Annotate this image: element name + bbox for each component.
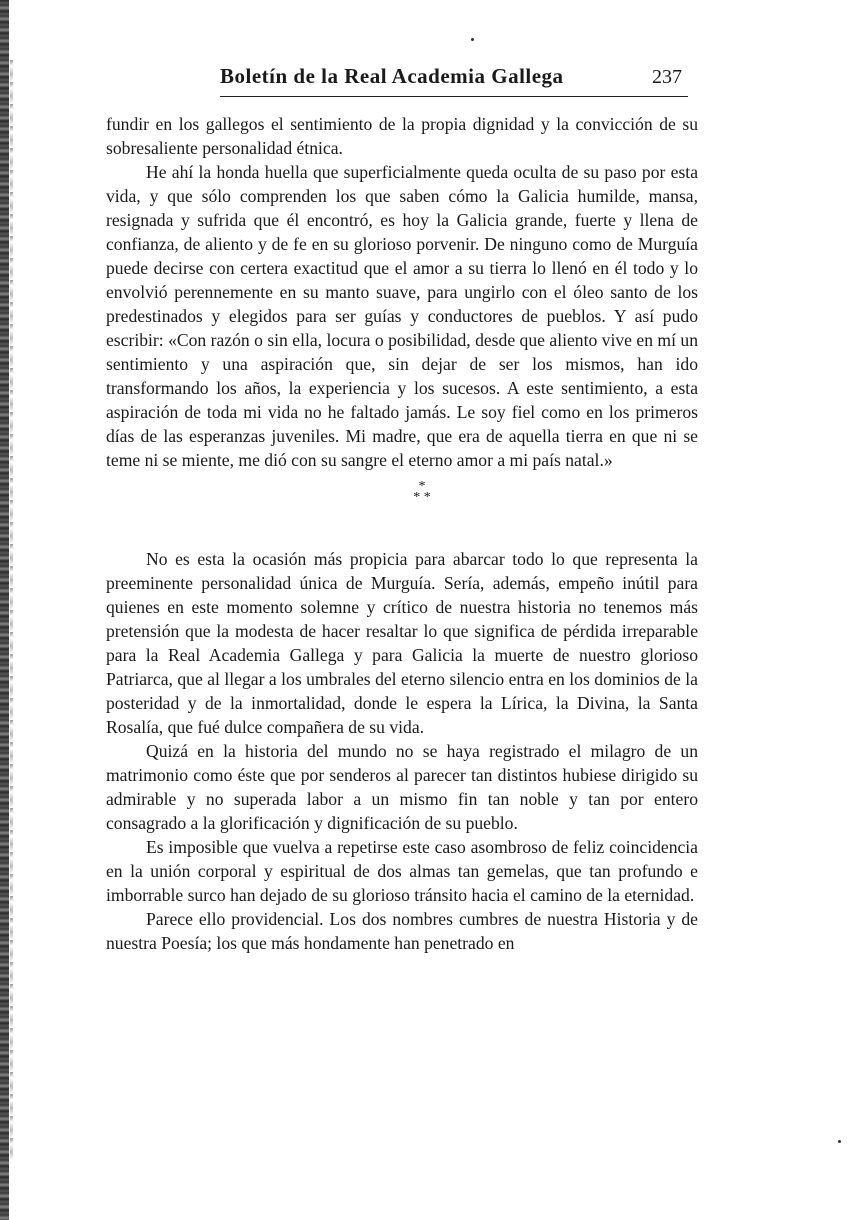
paragraph: Parece ello providencial. Los dos nombres cumbres de nuestra Historia y de nuestra Poesía; los que más hondamente han penetrado en — [106, 909, 698, 953]
print-speck — [471, 38, 474, 41]
page-header — [220, 62, 688, 97]
page-binding-shadow — [10, 60, 13, 1160]
paragraph: Quizá en la historia del mundo no se haya registrado el milagro de un matrimonio como éste que por senderos al parecer tan distintos hubiese dirigido su admirable y no superada labor a un mismo fin tan noble y tan por entero consagrado a la glorificación y dignificación de su pueblo. — [106, 741, 698, 833]
paragraph: Es imposible que vuelva a repetirse este caso asombroso de feliz coincidencia en la unión corporal y espiritual de dos almas tan gemelas, que tan profundo e imborrable surco han dejado de su glorioso tránsito hacia el camino de la eternidad. — [106, 837, 698, 905]
paragraph: fundir en los gallegos el sentimiento de la propia dignidad y la convicción de su sobresaliente personalidad étnica. — [106, 114, 698, 158]
paragraph: No es esta la ocasión más propicia para abarcar todo lo que representa la preeminente personalidad única de Murguía. Sería, además, empeño inútil para quienes en este momento solemne y crítico de nuestra historia no tenemos más pretensión que la modesta de hacer resaltar lo que significa de pérdida irreparable para la Real Academia Gallega y para Galicia la muerte de nuestro glorioso Patriarca, que al llegar a los umbrales del eterno silencio entra en los dominios de la posteridad y de la inmortalidad, donde le espera la Lírica, la Divina, la Santa Rosalía, que fué dulce compañera de su vida. — [106, 549, 698, 737]
page-number: 237 — [652, 66, 682, 88]
separator-top: * — [418, 479, 426, 494]
paragraph: He ahí la honda huella que superficialmente queda oculta de su paso por esta vida, y que sólo comprenden los que saben cómo la Galicia humilde, mansa, resignada y sufrida que él encontró, es hoy la Galicia grande, fuerte y llena de confianza, de aliento y de fe en su glorioso porvenir. De ninguno como de Murguía puede decirse con certera exactitud que el amor a su tierra lo llenó en él todo y lo envolvió perennemente en su manto suave, para ungirlo con el óleo santo de los predestinados y elegidos para ser guías y conductores de pueblos. Y así pudo escribir: «Con razón o sin ella, locura o posibilidad, desde que aliento vive en mí un sentimiento y una aspiración que, sin dejar de ser los mismos, han ido transformando los años, la experiencia y los sucesos. A este sentimiento, a esta aspiración de toda mi vida no he faltado jamás. Le soy fiel como en los primeros días de las esperanzas juveniles. Mi madre, que era de aquella tierra en que ni se teme ni se miente, me dió con su sangre el eterno amor a mi país natal.» — [106, 162, 698, 470]
section-separator — [106, 481, 698, 503]
body-text — [106, 112, 698, 955]
separator-bottom: * * — [413, 490, 431, 505]
print-speck — [838, 1140, 841, 1143]
page-binding-edge — [0, 0, 9, 1220]
running-title: Boletín de la Real Academia Gallega — [220, 64, 564, 88]
